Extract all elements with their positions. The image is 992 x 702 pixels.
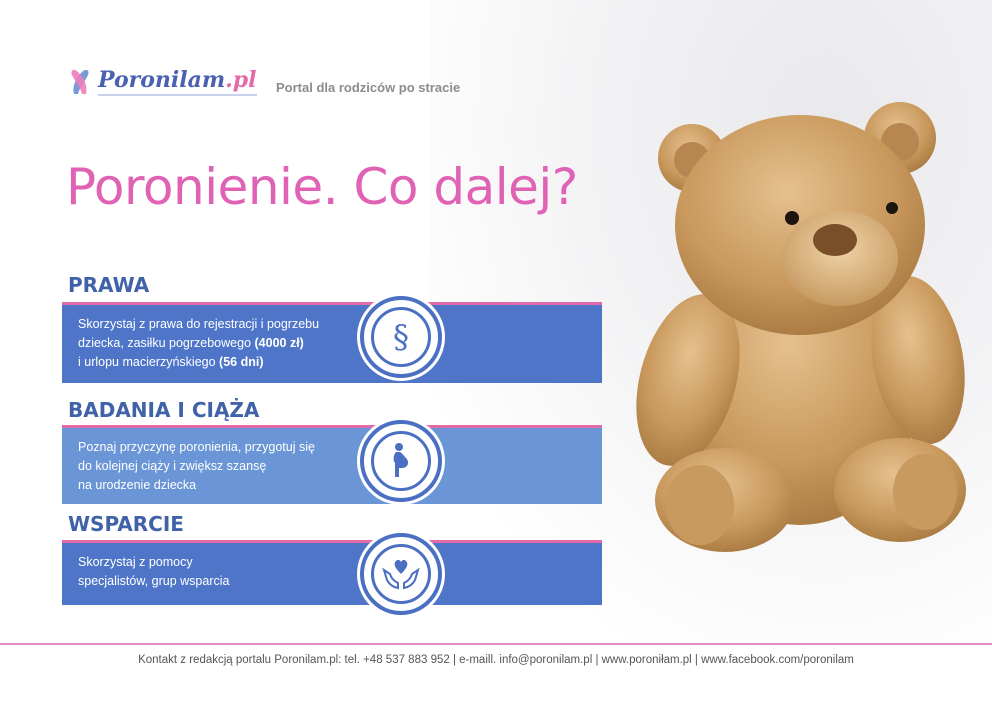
pregnant-icon-circle bbox=[360, 420, 442, 502]
logo-tld: .pl bbox=[225, 66, 257, 93]
section-band-wsparcie bbox=[62, 540, 602, 605]
page-title: Poronienie. Co dalej? bbox=[66, 158, 578, 216]
footer-contact: Kontakt z redakcją portalu Poronilam.pl: tel. +48 537 883 952 | e-maill. info@poronilam.pl | www.poroniłam.pl | www.facebook.com/poronilam bbox=[138, 654, 854, 666]
hands-heart-icon bbox=[381, 556, 421, 592]
text-line: i urlopu macierzyńskiego (56 dni) bbox=[78, 355, 264, 369]
section-band-prawa bbox=[62, 302, 602, 383]
ribbon-icon bbox=[66, 64, 94, 98]
logo-main: Poronilam bbox=[98, 66, 226, 93]
leave-days: (56 dni) bbox=[219, 355, 264, 369]
section-title-badania: BADANIA I CIĄŻA bbox=[68, 398, 260, 422]
pregnant-woman-icon bbox=[384, 441, 418, 481]
section-title-wsparcie: WSPARCIE bbox=[68, 512, 184, 536]
text-line: specjalistów, grup wsparcia bbox=[78, 574, 230, 588]
text-line: Skorzystaj z pomocy bbox=[78, 555, 193, 569]
section-text-wsparcie bbox=[78, 553, 368, 591]
hands-heart-icon-circle bbox=[360, 533, 442, 615]
section-band-badania bbox=[62, 425, 602, 504]
text-line: do kolejnej ciąży i zwiększ szansę bbox=[78, 459, 267, 473]
allowance-amount: (4000 zł) bbox=[254, 336, 304, 350]
paragraph-icon: § bbox=[393, 318, 409, 356]
teddy-bear-image bbox=[600, 80, 992, 560]
footer-divider bbox=[0, 643, 992, 645]
section-title-prawa: PRAWA bbox=[68, 273, 150, 297]
text-line: Poznaj przyczynę poronienia, przygotuj się bbox=[78, 440, 315, 454]
site-tagline: Portal dla rodziców po stracie bbox=[276, 80, 461, 95]
site-logo[interactable] bbox=[66, 64, 257, 98]
paragraph-icon-circle bbox=[360, 296, 442, 378]
text-line: dziecka, zasiłku pogrzebowego (4000 zł) bbox=[78, 336, 304, 350]
text-line: Skorzystaj z prawa do rejestracji i pogrzebu bbox=[78, 317, 320, 331]
logo-text bbox=[98, 67, 257, 96]
text-line: na urodzenie dziecka bbox=[78, 478, 197, 492]
section-text-prawa bbox=[78, 315, 368, 372]
section-text-badania bbox=[78, 438, 368, 495]
